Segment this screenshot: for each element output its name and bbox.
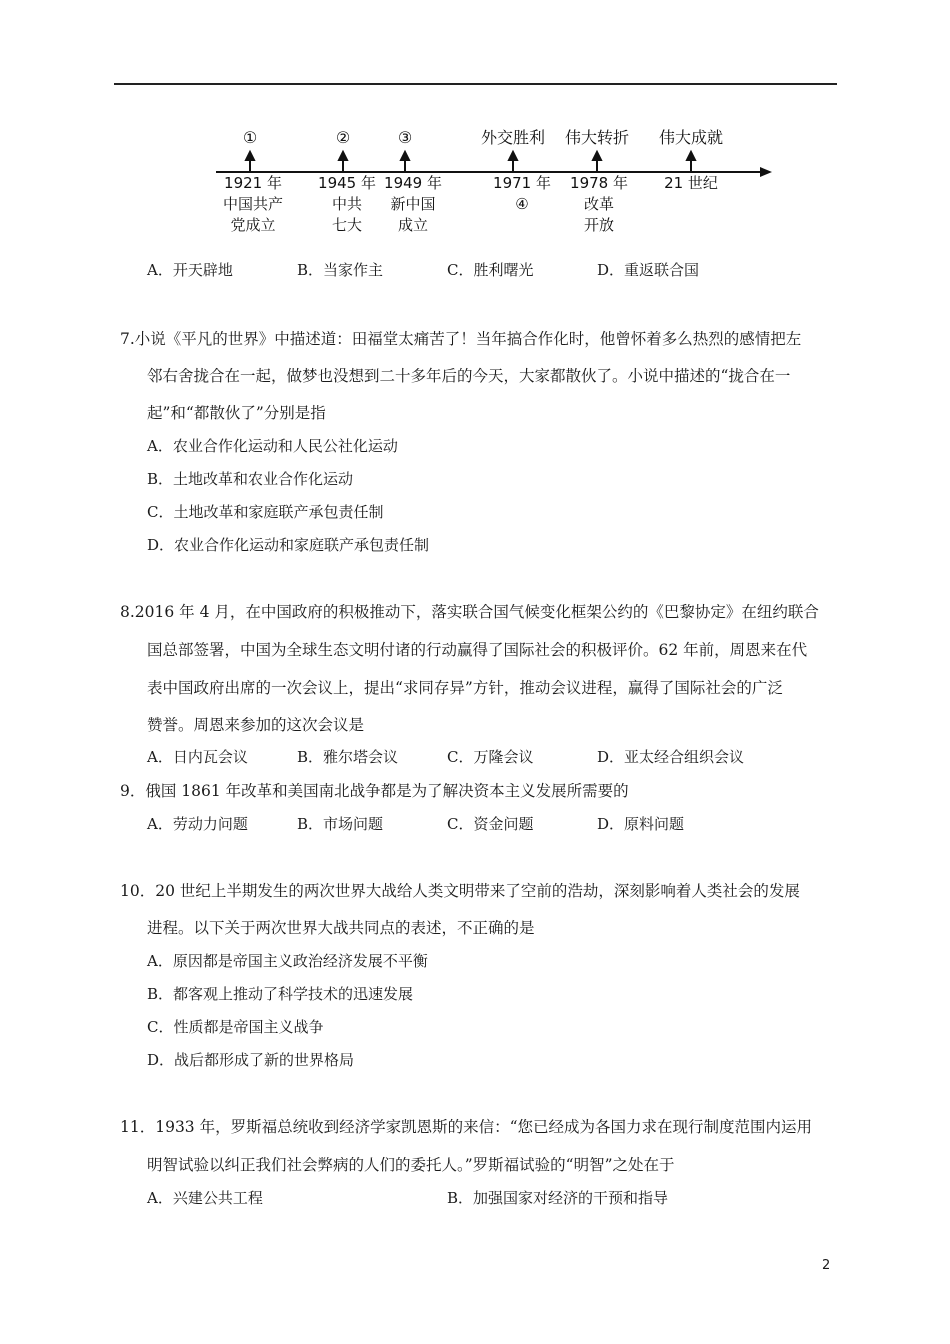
q7-option-d[interactable]: D．农业合作化运动和家庭联产承包责任制: [147, 536, 430, 554]
q8-options: [147, 746, 847, 768]
q8-stem-line-2: 国总部签署，中国为全球生态文明付诸的行动赢得了国际社会的积极评价。62 年前，周恩来在代: [147, 641, 808, 659]
q10-option-c[interactable]: C．性质都是帝国主义战争: [147, 1018, 324, 1036]
timeline-label-2: ②: [335, 128, 351, 147]
q8-option-b[interactable]: B．雅尔塔会议: [297, 748, 399, 766]
page-number: 2: [822, 1258, 831, 1273]
q11-options: [147, 1187, 847, 1209]
q11-option-a[interactable]: A．兴建公共工程: [147, 1189, 263, 1207]
timeline-label-achievement: 伟大成就: [658, 128, 724, 147]
q11-stem-line-1: 11．1933 年，罗斯福总统收到经济学家凯恩斯的来信：“您已经成为各国力求在现行制度范围内运用: [120, 1118, 813, 1136]
q6-option-a[interactable]: A．开天辟地: [147, 261, 233, 279]
q8-stem-line-1: 8.2016 年 4 月，在中国政府的积极推动下，落实联合国气候变化框架公约的《巴黎协定》在纽约联合: [120, 603, 819, 621]
q6-option-b[interactable]: B．当家作主: [297, 261, 384, 279]
q6-option-d[interactable]: D．重返联合国: [597, 261, 700, 279]
q6-options: [147, 259, 847, 281]
q11-option-b[interactable]: B．加强国家对经济的干预和指导: [447, 1189, 669, 1207]
q7-stem-line-1: 7.小说《平凡的世界》中描述道：田福堂太痛苦了！当年搞合作化时，他曾怀着多么热烈的感情把左: [120, 330, 802, 348]
q9-option-c[interactable]: C．资金问题: [447, 815, 534, 833]
timeline-event-1971: 1971 年 ④: [493, 174, 551, 213]
q8-option-a[interactable]: A．日内瓦会议: [147, 748, 248, 766]
q10-option-d[interactable]: D．战后都形成了新的世界格局: [147, 1051, 355, 1069]
timeline-event-21st-century: 21 世纪: [664, 174, 718, 192]
q9-option-b[interactable]: B．市场问题: [297, 815, 384, 833]
timeline-axis: [0, 0, 950, 240]
q9-option-a[interactable]: A．劳动力问题: [147, 815, 248, 833]
q7-option-c[interactable]: C．土地改革和家庭联产承包责任制: [147, 503, 384, 521]
q7-stem-line-3: 起”和“都散伙了”分别是指: [147, 404, 326, 422]
timeline-label-1: ①: [242, 128, 258, 147]
q10-option-a[interactable]: A．原因都是帝国主义政治经济发展不平衡: [147, 952, 428, 970]
q11-stem-line-2: 明智试验以纠正我们社会弊病的人们的委托人。”罗斯福试验的“明智”之处在于: [147, 1156, 675, 1174]
timeline-label-diplomacy: 外交胜利: [480, 128, 546, 147]
q10-stem-line-1: 10．20 世纪上半期发生的两次世界大战给人类文明带来了空前的浩劫，深刻影响着人类社会的发展: [120, 882, 800, 900]
q9-options: [147, 813, 847, 835]
timeline-event-1978: 1978 年 改革 开放: [570, 174, 628, 234]
q8-stem-line-4: 赞誉。周恩来参加的这次会议是: [147, 716, 365, 734]
q10-option-b[interactable]: B．都客观上推动了科学技术的迅速发展: [147, 985, 414, 1003]
history-timeline: [0, 0, 950, 240]
q7-option-a[interactable]: A．农业合作化运动和人民公社化运动: [147, 437, 398, 455]
q6-option-c[interactable]: C．胜利曙光: [447, 261, 534, 279]
q10-stem-line-2: 进程。以下关于两次世界大战共同点的表述，不正确的是: [147, 919, 535, 937]
timeline-event-1949: 1949 年 新中国 成立: [384, 174, 442, 234]
q9-stem: 9．俄国 1861 年改革和美国南北战争都是为了解决资本主义发展所需要的: [120, 782, 629, 800]
q7-stem-line-2: 邻右舍拢合在一起，做梦也没想到二十多年后的今天，大家都散伙了。小说中描述的“拢合在一: [147, 367, 791, 385]
timeline-label-3: ③: [397, 128, 413, 147]
timeline-event-1921: 1921 年 中国共产 党成立: [222, 174, 284, 234]
timeline-event-1945: 1945 年 中共 七大: [318, 174, 376, 234]
q8-option-d[interactable]: D．亚太经合组织会议: [597, 748, 745, 766]
timeline-label-turning-point: 伟大转折: [564, 128, 630, 147]
q8-stem-line-3: 表中国政府出席的一次会议上，提出“求同存异”方针，推动会议进程，赢得了国际社会的广泛: [147, 679, 783, 697]
q8-option-c[interactable]: C．万隆会议: [447, 748, 534, 766]
q9-option-d[interactable]: D．原料问题: [597, 815, 685, 833]
q7-option-b[interactable]: B．土地改革和农业合作化运动: [147, 470, 354, 488]
